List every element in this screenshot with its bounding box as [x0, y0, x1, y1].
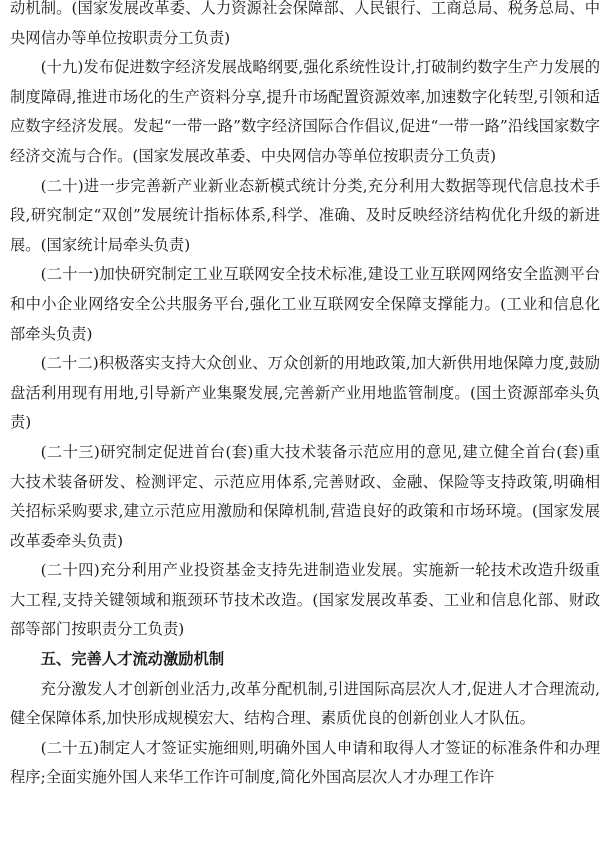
paragraph-item-25: (二十五)制定人才签证实施细则,明确外国人申请和取得人才签证的标准条件和办理程序;全面实施外国人来华工作许可制度,简化外国高层次人才办理工作许 [10, 738, 600, 787]
paragraph-item-20: (二十)进一步完善新产业新业态新模式统计分类,充分利用大数据等现代信息技术手段,研究制定“双创”发展统计指标体系,科学、准确、及时反映经济结构优化升级的新进展。(国家统计局牵头负责) [10, 176, 600, 254]
paragraph-continuation: 动机制。(国家发展改革委、人力资源社会保障部、人民银行、工商总局、税务总局、中央网信办等单位按职责分工负责) [10, 0, 600, 47]
paragraph-item-22: (二十二)积极落实支持大众创业、万众创新的用地政策,加大新供用地保障力度,鼓励盘活利用现有用地,引导新产业集聚发展,完善新产业用地监管制度。(国土资源部牵头负责) [10, 354, 600, 432]
paragraph-item-23: (二十三)研究制定促进首台(套)重大技术装备示范应用的意见,建立健全首台(套)重大技术装备研发、检测评定、示范应用体系,完善财政、金融、保险等支持政策,明确相关招标采购要求,建立示范应用激励和保障机制,营造良好的政策和市场环境。(国家发展改革委牵头负责) [10, 442, 600, 550]
paragraph-item-21: (二十一)加快研究制定工业互联网安全技术标准,建设工业互联网网络安全监测平台和中小企业网络安全公共服务平台,强化工业互联网安全保障支撑能力。(工业和信息化部牵头负责) [10, 265, 600, 343]
paragraph-item-24: (二十四)充分利用产业投资基金支持先进制造业发展。实施新一轮技术改造升级重大工程,支持关键领域和瓶颈环节技术改造。(国家发展改革委、工业和信息化部、财政部等部门按职责分工负责) [10, 561, 600, 639]
paragraph-item-19: (十九)发布促进数字经济发展战略纲要,强化系统性设计,打破制约数字生产力发展的制度障碍,推进市场化的生产资料分享,提升市场配置资源效率,加速数字化转型,引领和适应数字经济发展。发起“一带一路”数字经济国际合作倡议,促进“一带一路”沿线国家数字经济交流与合作。(国家发展改革委、中央网信办等单位按职责分工负责) [10, 58, 600, 165]
section-intro-paragraph: 充分激发人才创新创业活力,改革分配机制,引进国际高层次人才,促进人才合理流动,健全保障体系,加快形成规模宏大、结构合理、素质优良的创新创业人才队伍。 [10, 679, 600, 728]
section-heading: 五、完善人才流动激励机制 [40, 650, 225, 669]
